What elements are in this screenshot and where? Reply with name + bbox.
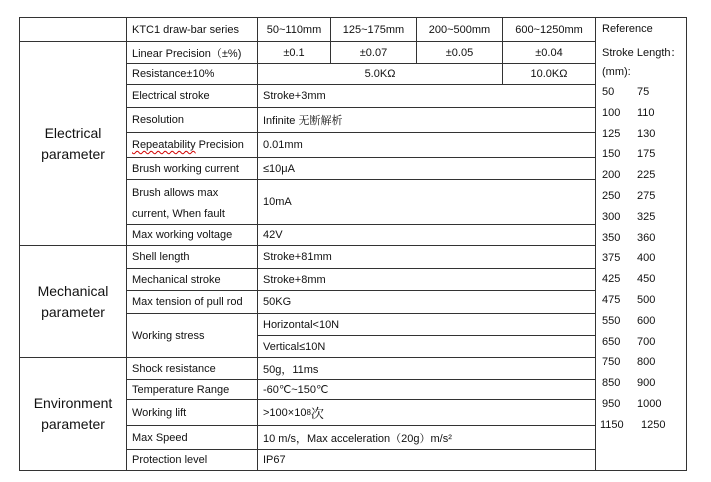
reference-length-left: 650 (602, 336, 621, 348)
reference-length-right: 275 (637, 190, 656, 202)
range-col-1: 50~110mm (257, 17, 331, 42)
reference-length-left: 350 (602, 232, 621, 244)
brush-current-value: ≤10μA (257, 157, 596, 180)
reference-length-left: 1150 (600, 419, 624, 431)
reference-length-left: 950 (602, 398, 621, 410)
reference-length-left: 300 (602, 211, 621, 223)
reference-title-line2: Stroke Length： (602, 47, 682, 59)
reference-length-left: 550 (602, 315, 621, 327)
reference-length-left: 750 (602, 356, 621, 368)
resolution-value: Infinite 无断解析 (257, 107, 596, 133)
reference-length-right: 325 (637, 211, 656, 223)
brush-current-label: Brush working current (126, 157, 258, 180)
working-lift-unit: 次 (310, 406, 324, 421)
max-voltage-value: 42V (257, 224, 596, 246)
reference-length-right: 900 (637, 377, 656, 389)
reference-length-left: 375 (602, 252, 621, 264)
protection-value: IP67 (257, 449, 596, 471)
electrical-stroke-value: Stroke+3mm (257, 84, 596, 108)
reference-length-right: 175 (637, 148, 656, 160)
reference-unit: (mm): (602, 66, 631, 78)
linear-precision-value-3: ±0.05 (416, 41, 503, 64)
reference-length-left: 150 (602, 148, 621, 160)
reference-length-right: 225 (637, 169, 656, 181)
reference-length-right: 360 (637, 232, 656, 244)
linear-precision-label: Linear Precision（±%) (126, 41, 258, 64)
max-speed-value: 10 m/s，Max acceleration（20g）m/s² (257, 425, 596, 450)
working-lift-value (257, 399, 596, 426)
range-col-2: 125~175mm (330, 17, 417, 42)
electrical-stroke-label: Electrical stroke (126, 84, 258, 108)
reference-length-left: 125 (602, 128, 621, 140)
repeatability-word: Repeatability (132, 139, 196, 151)
reference-length-left: 475 (602, 294, 621, 306)
repeatability-value: 0.01mm (257, 132, 596, 158)
range-col-4: 600~1250mm (502, 17, 596, 42)
reference-length-right: 1000 (637, 398, 662, 410)
group-environment: Environment parameter (19, 357, 127, 471)
working-stress-horizontal: Horizontal<10N (257, 313, 596, 336)
resistance-label: Resistance±10% (126, 63, 258, 85)
temperature-value: -60℃~150℃ (257, 379, 596, 400)
precision-word: Precision (195, 139, 244, 151)
shell-length-label: Shell length (126, 245, 258, 269)
repeatability-label (126, 132, 258, 158)
mech-stroke-label: Mechanical stroke (126, 268, 258, 291)
reference-title-line1: Reference (602, 23, 653, 35)
working-stress-label: Working stress (126, 313, 258, 358)
reference-length-left: 200 (602, 169, 621, 181)
resistance-value-b: 10.0KΩ (502, 63, 596, 85)
shock-label: Shock resistance (126, 357, 258, 380)
reference-length-left: 850 (602, 377, 621, 389)
mech-stroke-value: Stroke+8mm (257, 268, 596, 291)
reference-length-right: 450 (637, 273, 656, 285)
max-tension-label: Max tension of pull rod (126, 290, 258, 314)
reference-length-left: 100 (602, 107, 621, 119)
linear-precision-value-1: ±0.1 (257, 41, 331, 64)
reference-length-left: 425 (602, 273, 621, 285)
reference-length-right: 400 (637, 252, 656, 264)
resolution-label: Resolution (126, 107, 258, 133)
max-speed-label: Max Speed (126, 425, 258, 450)
reference-length-right: 75 (637, 86, 650, 98)
reference-length-right: 110 (637, 107, 655, 119)
reference-length-left: 250 (602, 190, 621, 202)
reference-length-right: 500 (637, 294, 656, 306)
range-col-3: 200~500mm (416, 17, 503, 42)
working-stress-vertical: Vertical≤10N (257, 335, 596, 358)
reference-length-right: 700 (637, 336, 656, 348)
shock-value: 50g，11ms (257, 357, 596, 380)
reference-length-right: 130 (637, 128, 656, 140)
series-label: KTC1 draw-bar series (126, 17, 258, 42)
linear-precision-value-4: ±0.04 (502, 41, 596, 64)
working-lift-exponent: 8 (306, 408, 311, 417)
reference-length-right: 1250 (641, 419, 666, 431)
header-blank-cell (19, 17, 127, 42)
group-mechanical: Mechanical parameter (19, 245, 127, 358)
working-lift-label: Working lift (126, 399, 258, 426)
resistance-value-a: 5.0KΩ (257, 63, 503, 85)
max-tension-value: 50KG (257, 290, 596, 314)
group-electrical: Electrical parameter (19, 41, 127, 246)
protection-label: Protection level (126, 449, 258, 471)
working-lift-base: >100×10 (263, 406, 307, 419)
linear-precision-value-2: ±0.07 (330, 41, 417, 64)
reference-length-right: 600 (637, 315, 656, 327)
brush-max-value: 10mA (257, 179, 596, 225)
reference-length-right: 800 (637, 356, 656, 368)
temperature-label: Temperature Range (126, 379, 258, 400)
spec-table (19, 17, 687, 471)
reference-length-left: 50 (602, 86, 615, 98)
brush-max-label: Brush allows max current, When fault (126, 179, 258, 225)
max-voltage-label: Max working voltage (126, 224, 258, 246)
shell-length-value: Stroke+81mm (257, 245, 596, 269)
